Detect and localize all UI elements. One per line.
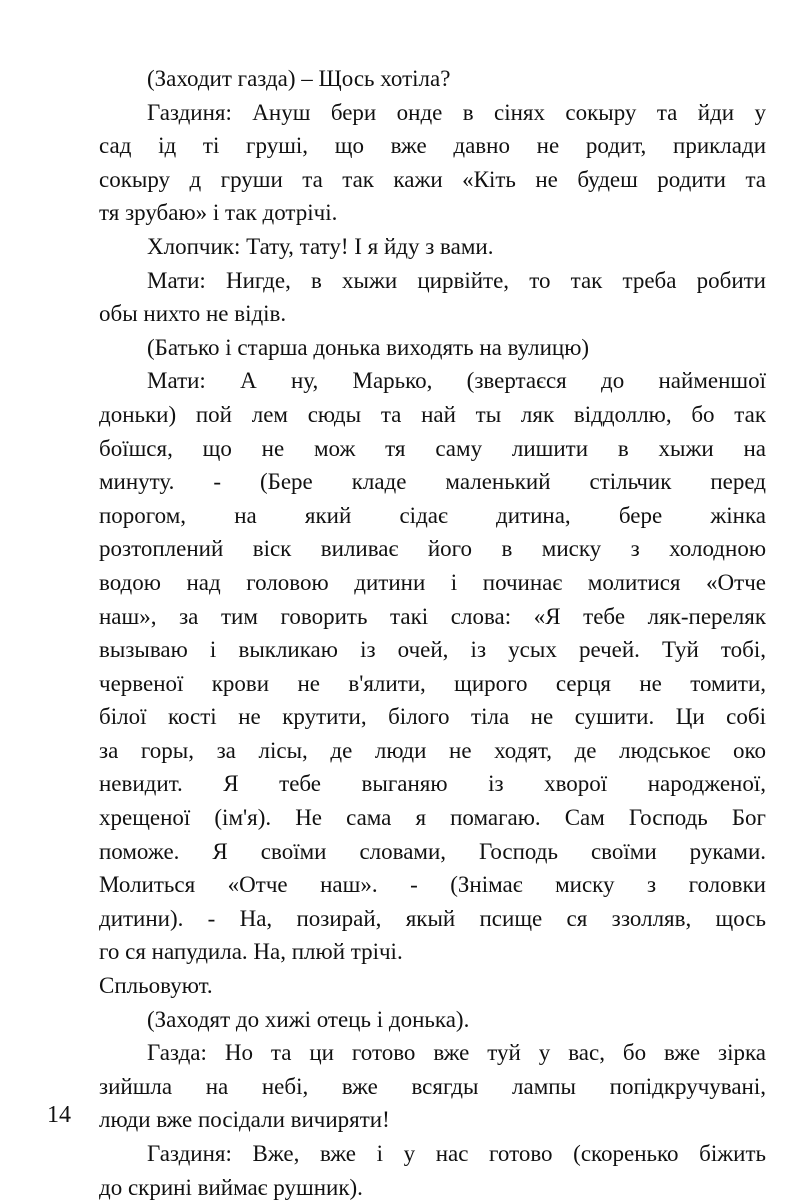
text-line: Газда: Но та ци готово вже туй у вас, бо вже зірка — [147, 1040, 766, 1066]
text-line: Спльовуют. — [99, 973, 213, 999]
text-line: хрещеної (ім'я). Не сама я помагаю. Сам Господь Бог — [99, 805, 766, 831]
text-line: Молиться «Отче наш». - (Знімає миску з головки — [99, 872, 766, 898]
text-line: Газдиня: Вже, вже і у нас готово (скоренько біжить — [147, 1141, 766, 1166]
text-line: минуту. - (Бере кладе маленький стільчик перед — [99, 469, 766, 495]
text-line: люди вже посідали вичиряти! — [99, 1107, 390, 1133]
text-line: дитини). - На, позирай, якый псище ся ззолляв, щось — [99, 905, 766, 931]
text-line: сокыру д груши та так кажи «Кіть не будеш родити та — [99, 166, 766, 192]
text-line: наш», за тим говорить такі слова: «Я тебе ляк-переляк — [99, 603, 766, 629]
text-line: водою над головою дитини і починає молитися «Отче — [99, 569, 766, 595]
text-line: обы нихто не відів. — [99, 301, 287, 327]
text-line: (Заходят до хижі отець і донька). — [147, 1006, 470, 1032]
page-body-text — [99, 62, 766, 1204]
text-line: білої кості не крутити, білого тіла не сушити. Ци собі — [99, 704, 766, 730]
text-line: порогом, на який сідає дитина, бере жінка — [99, 502, 766, 528]
text-line: поможе. Я своїми словами, Господь своїми руками. — [99, 838, 766, 864]
text-line: до скрині виймає рушник). — [99, 1174, 363, 1200]
text-line: Мати: Нигде, в хыжи цирвійте, то так треба робити — [147, 267, 766, 293]
text-line: Хлопчик: Тату, тату! І я йду з вами. — [147, 233, 494, 259]
text-line: вызываю і выкликаю із очей, із усых речей. Туй тобі, — [99, 637, 766, 663]
text-line: червеної крови не в'ялити, щирого серця не томити, — [99, 670, 766, 696]
text-line: го ся напудила. На, плюй трічі. — [99, 939, 403, 965]
text-line: Газдиня: Ануш бери онде в сінях сокыру та йди у — [147, 99, 766, 125]
page-number: 14 — [47, 1102, 71, 1128]
text-line: (Заходит газда) – Щось хотіла? — [147, 66, 451, 91]
text-line: тя зрубаю» і так дотрічі. — [99, 200, 338, 226]
text-line: розтоплений віск виливає його в миску з холодною — [99, 536, 766, 562]
text-line: боїшся, що не мож тя саму лишити в хыжи на — [99, 435, 766, 461]
text-line: доньки) пой лем сюды та най ты ляк віддоллю, бо так — [99, 401, 766, 427]
text-line: невидит. Я тебе выганяю із хворої народженої, — [99, 771, 766, 797]
text-line: зийшла на небі, вже всягды лампы попідкручувані, — [99, 1073, 766, 1099]
text-line: Мати: А ну, Марько, (звертаєся до найменшої — [147, 368, 766, 394]
text-line: за горы, за лісы, де люди не ходят, де людськоє око — [99, 737, 766, 763]
text-line: (Батько і старша донька виходять на вулицю) — [147, 334, 590, 360]
text-line: сад ід ті груші, що вже давно не родит, приклади — [99, 133, 766, 159]
